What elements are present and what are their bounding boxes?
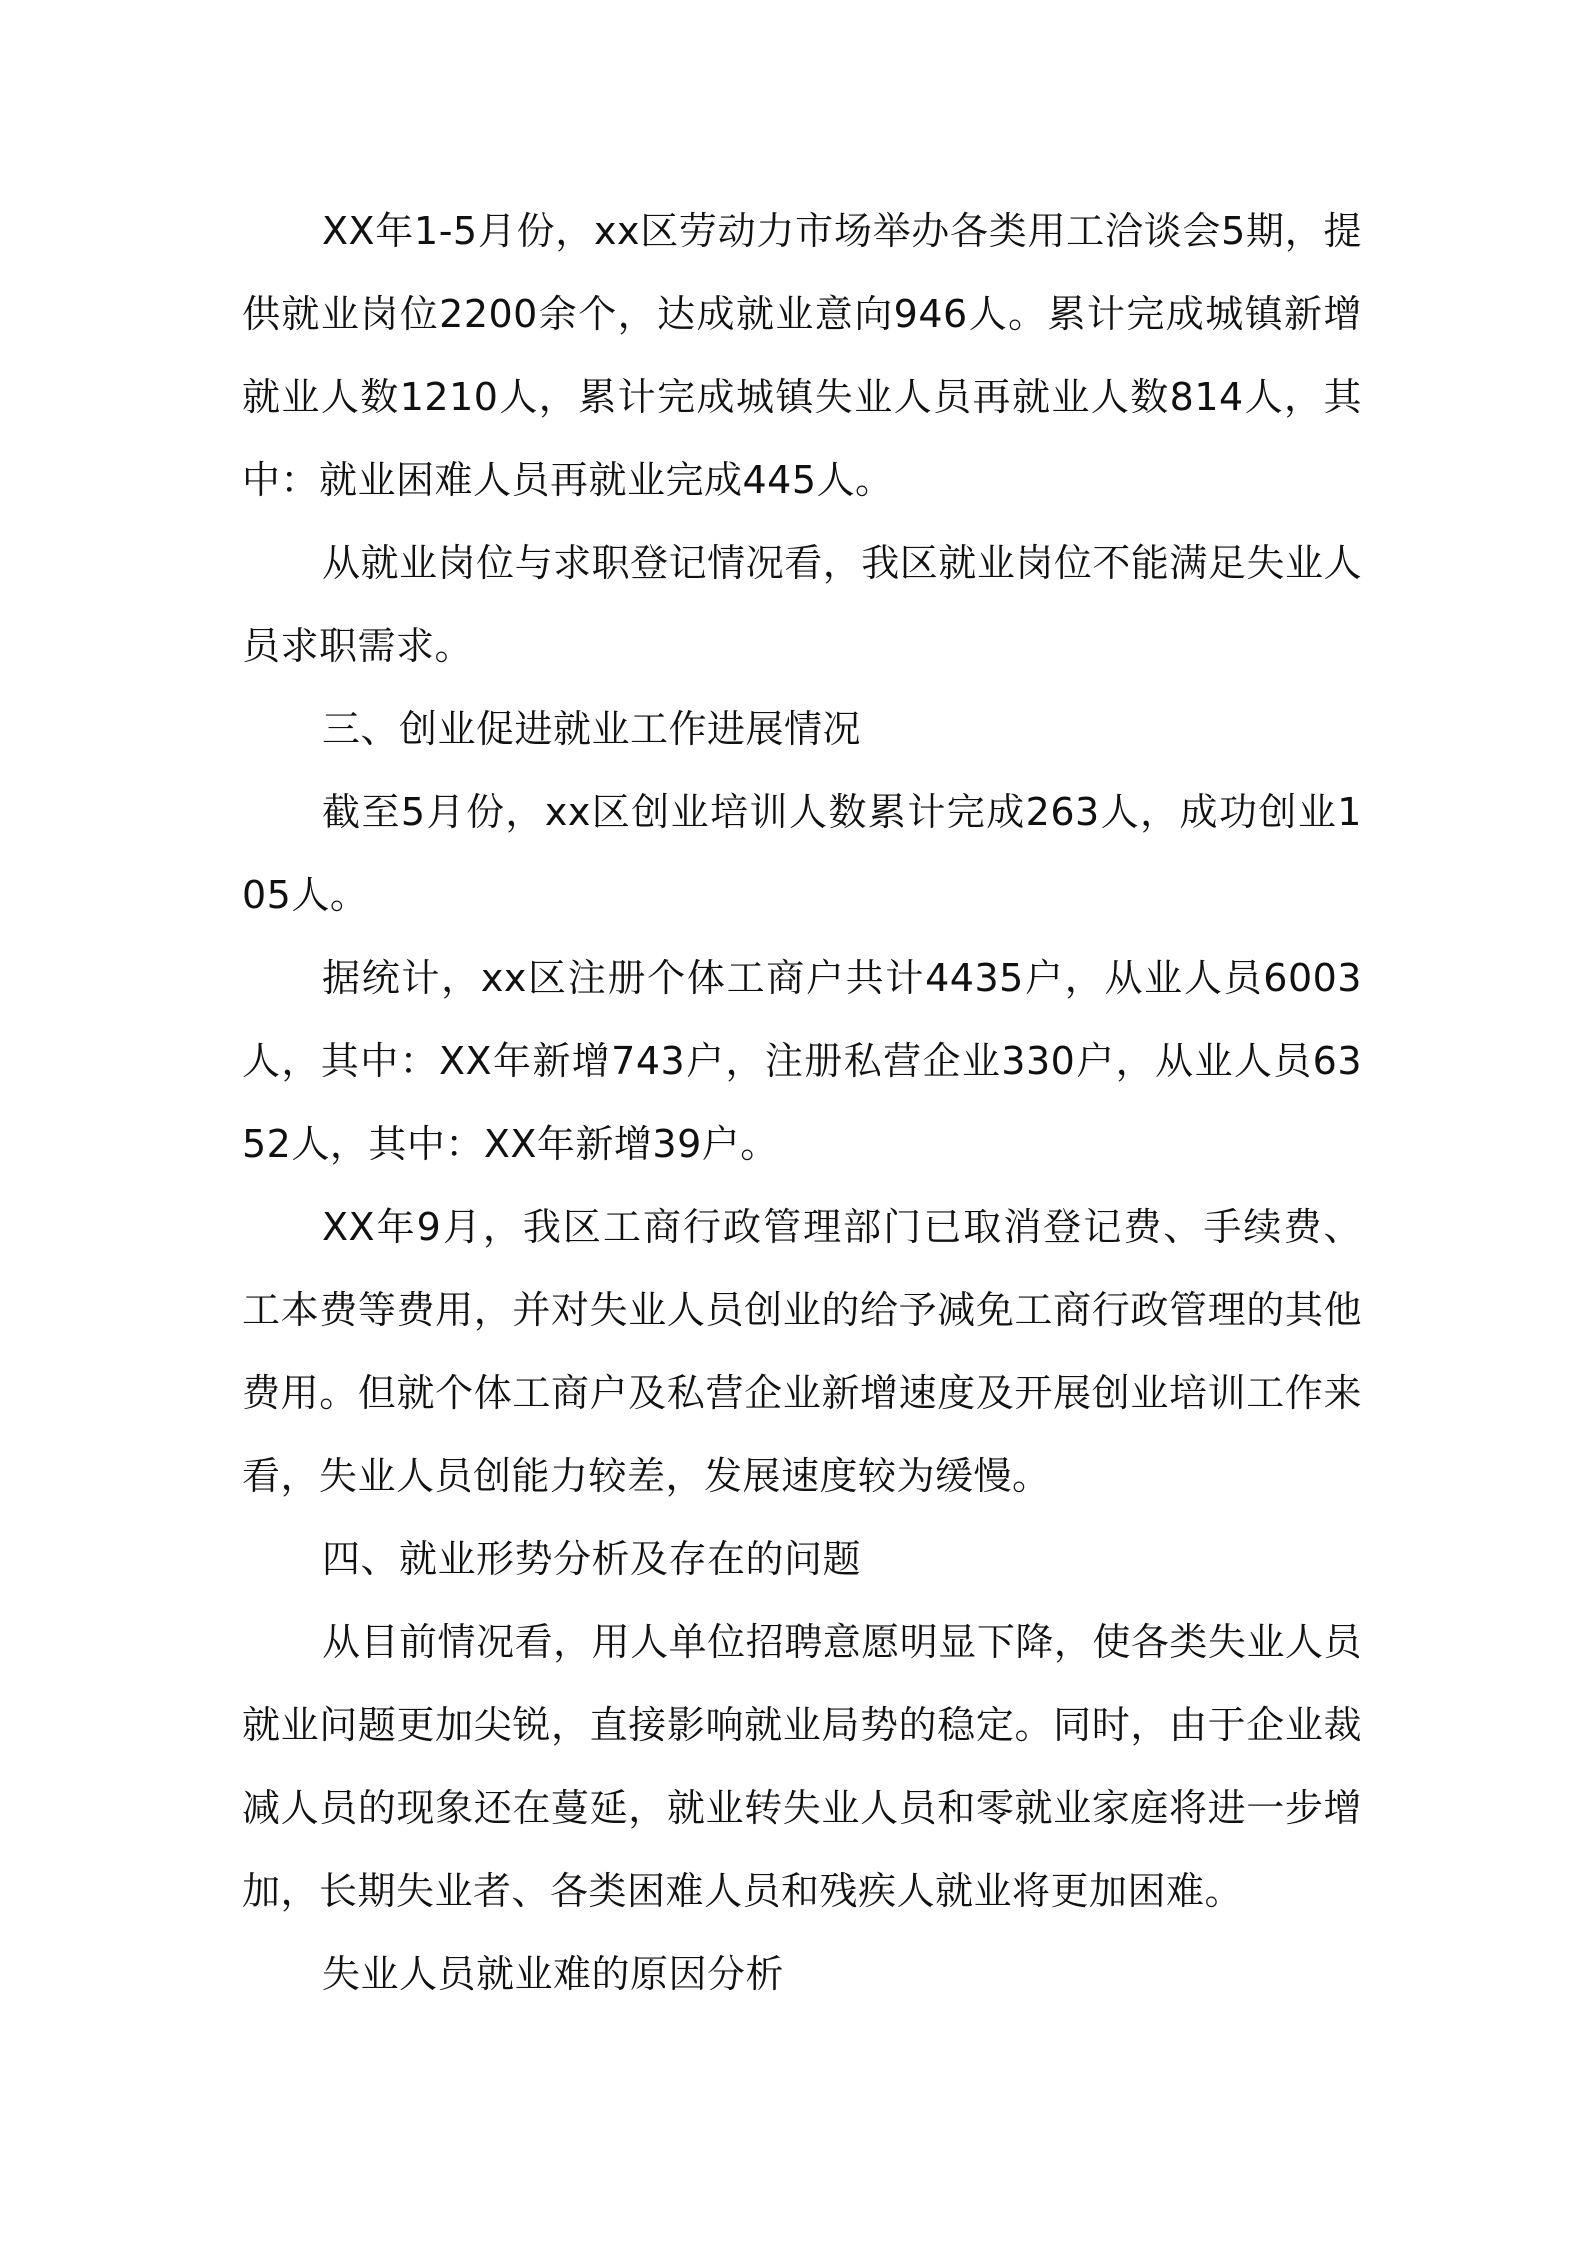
- section-heading-situation-analysis: 四、就业形势分析及存在的问题: [322, 1537, 862, 1581]
- paragraph-training: 截至5月份，xx区创业培训人数累计完成263人，成功创业105人。: [242, 790, 1362, 917]
- subheading-cause-analysis: 失业人员就业难的原因分析: [322, 1952, 785, 1996]
- paragraph-current-situation: 从目前情况看，用人单位招聘意愿明显下降，使各类失业人员就业问题更加尖锐，直接影响就业局势的稳定。同时，由于企业裁减人员的现象还在蔓延，就业转失业人员和零就业家庭将进一步增加，长期失业者、各类困难人员和残疾人就业将更加困难。: [242, 1620, 1362, 1913]
- paragraph-fee-reduction: XX年9月，我区工商行政管理部门已取消登记费、手续费、工本费等费用，并对失业人员创业的给予减免工商行政管理的其他费用。但就个体工商户及私营企业新增速度及开展创业培训工作来看，失业人员创能力较差，发展速度较为缓慢。: [242, 1205, 1362, 1498]
- paragraph-job-supply: 从就业岗位与求职登记情况看，我区就业岗位不能满足失业人员求职需求。: [242, 541, 1362, 668]
- paragraph-business-registration: 据统计，xx区注册个体工商户共计4435户，从业人员6003人，其中：XX年新增743户，注册私营企业330户，从业人员6352人，其中：XX年新增39户。: [242, 956, 1362, 1166]
- section-heading-entrepreneurship: 三、创业促进就业工作进展情况: [322, 707, 862, 751]
- document-body: [242, 190, 1362, 2016]
- paragraph-market-stats: XX年1-5月份，xx区劳动力市场举办各类用工洽谈会5期，提供就业岗位2200余个，达成就业意向946人。累计完成城镇新增就业人数1210人，累计完成城镇失业人员再就业人数814人，其中：就业困难人员再就业完成445人。: [242, 209, 1362, 502]
